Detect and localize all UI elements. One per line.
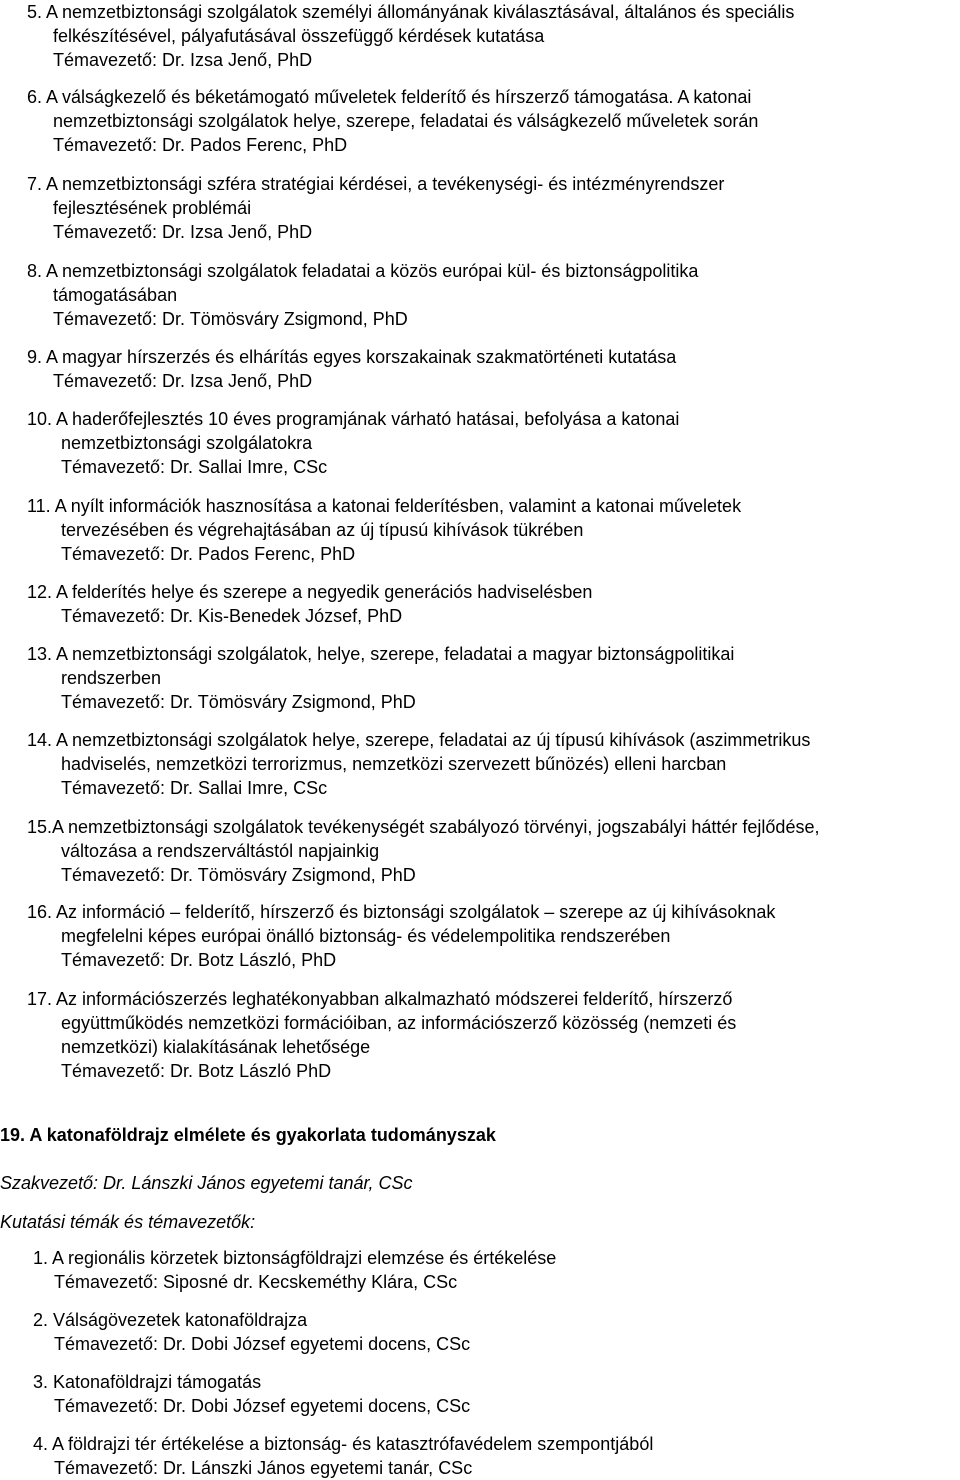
topic-supervisor: Témavezető: Dr. Sallai Imre, CSc xyxy=(61,778,328,798)
topic-supervisor: Témavezető: Dr. Tömösváry Zsigmond, PhD xyxy=(61,692,416,712)
topic-supervisor: Témavezető: Dr. Pados Ferenc, PhD xyxy=(61,544,356,564)
section-head-line: Szakvezető: Dr. Lánszki János egyetemi tanár, CSc xyxy=(0,1173,413,1193)
topic-title-line: tervezésében és végrehajtásában az új típusú kihívások tükrében xyxy=(61,520,584,540)
topic-title-line: változása a rendszerváltástól napjainkig xyxy=(61,841,380,861)
topic-item-8 xyxy=(27,259,698,331)
topic-title-line: 9. A magyar hírszerzés és elhárítás egyes korszakainak szakmatörténeti kutatása xyxy=(27,347,677,367)
topic-supervisor: Témavezető: Dr. Tömösváry Zsigmond, PhD xyxy=(53,309,408,329)
topic-title-line: 15.A nemzetbiztonsági szolgálatok tevékenységét szabályozó törvényi, jogszabályi háttér fejlődése, xyxy=(27,817,820,837)
topic-item-6 xyxy=(27,85,758,157)
topic-title-line: 16. Az információ – felderítő, hírszerző és biztonsági szolgálatok – szerepe az új kihívásoknak xyxy=(27,902,776,922)
topic-title-line: 5. A nemzetbiztonsági szolgálatok személyi állományának kiválasztásával, általános és speciális xyxy=(27,2,795,22)
topic-title-line: 3. Katonaföldrajzi támogatás xyxy=(33,1372,262,1392)
topic-item-11 xyxy=(27,494,741,566)
topic-supervisor: Témavezető: Dr. Botz László PhD xyxy=(61,1061,332,1081)
topic-title-line: 8. A nemzetbiztonsági szolgálatok feladatai a közös európai kül- és biztonságpolitika xyxy=(27,261,699,281)
topic-supervisor: Témavezető: Dr. Dobi József egyetemi docens, CSc xyxy=(54,1396,471,1416)
geo-topic-item-1 xyxy=(33,1246,556,1294)
geo-topic-item-3 xyxy=(33,1370,470,1418)
topic-title-line: 13. A nemzetbiztonsági szolgálatok, helye, szerepe, feladatai a magyar biztonságpolitikai xyxy=(27,644,735,664)
topic-item-12 xyxy=(27,580,592,628)
topic-title-line: támogatásában xyxy=(53,285,178,305)
topic-title-line: 2. Válságövezetek katonaföldrajza xyxy=(33,1310,308,1330)
topic-supervisor: Témavezető: Dr. Kis-Benedek József, PhD xyxy=(61,606,403,626)
topic-title-line: 10. A haderőfejlesztés 10 éves programjának várható hatásai, befolyása a katonai xyxy=(27,409,680,429)
topic-title-line: felkészítésével, pályafutásával összefüggő kérdések kutatása xyxy=(53,26,545,46)
geo-topic-item-2 xyxy=(33,1308,470,1356)
topic-title-line: nemzetbiztonsági szolgálatok helye, szerepe, feladatai és válságkezelő műveletek során xyxy=(53,111,759,131)
topic-title-line: együttműködés nemzetközi formációiban, az információszerző közösség (nemzeti és xyxy=(61,1013,737,1033)
topic-supervisor: Témavezető: Dr. Dobi József egyetemi docens, CSc xyxy=(54,1334,471,1354)
topic-supervisor: Témavezető: Dr. Izsa Jenő, PhD xyxy=(53,50,313,70)
topic-supervisor: Témavezető: Dr. Tömösváry Zsigmond, PhD xyxy=(61,865,416,885)
topic-title-line: rendszerben xyxy=(61,668,162,688)
topic-item-16 xyxy=(27,900,775,972)
topic-supervisor: Témavezető: Dr. Izsa Jenő, PhD xyxy=(53,371,313,391)
section-heading: 19. A katonaföldrajz elmélete és gyakorlata tudományszak xyxy=(0,1125,496,1145)
topic-supervisor: Témavezető: Dr. Botz László, PhD xyxy=(61,950,337,970)
topic-title-line: 14. A nemzetbiztonsági szolgálatok helye, szerepe, feladatai az új típusú kihívások (aszimmetrikus xyxy=(27,730,811,750)
topic-title-line: megfelelni képes európai önálló biztonság- és védelempolitika rendszerében xyxy=(61,926,671,946)
topic-item-9 xyxy=(27,345,676,393)
topic-title-line: 6. A válságkezelő és béketámogató műveletek felderítő és hírszerző támogatása. A katonai xyxy=(27,87,752,107)
topic-item-7 xyxy=(27,172,724,244)
topic-item-5 xyxy=(27,0,794,72)
topic-title-line: fejlesztésének problémái xyxy=(53,198,252,218)
topic-item-14 xyxy=(27,728,810,800)
topic-title-line: 1. A regionális körzetek biztonságföldrajzi elemzése és értékelése xyxy=(33,1248,557,1268)
topic-title-line: 7. A nemzetbiztonsági szféra stratégiai kérdései, a tevékenységi- és intézményrendszer xyxy=(27,174,725,194)
topic-supervisor: Témavezető: Siposné dr. Kecskeméthy Klára, CSc xyxy=(54,1272,458,1292)
topic-supervisor: Témavezető: Dr. Izsa Jenő, PhD xyxy=(53,222,313,242)
topic-item-15 xyxy=(27,815,819,887)
topic-supervisor: Témavezető: Dr. Sallai Imre, CSc xyxy=(61,457,328,477)
topic-title-line: 12. A felderítés helye és szerepe a negyedik generációs hadviselésben xyxy=(27,582,593,602)
topic-title-line: hadviselés, nemzetközi terrorizmus, nemzetközi szervezett bűnözés) elleni harcban xyxy=(61,754,727,774)
topic-title-line: 17. Az információszerzés leghatékonyabban alkalmazható módszerei felderítő, hírszerző xyxy=(27,989,733,1009)
topic-title-line: nemzetközi) kialakításának lehetősége xyxy=(61,1037,371,1057)
topic-item-10 xyxy=(27,407,679,479)
topic-title-line: 4. A földrajzi tér értékelése a biztonság- és katasztrófavédelem szempontjából xyxy=(33,1434,654,1454)
topic-item-17 xyxy=(27,987,736,1083)
topic-supervisor: Témavezető: Dr. Lánszki János egyetemi tanár, CSc xyxy=(54,1458,473,1478)
topic-title-line: 11. A nyílt információk hasznosítása a katonai felderítésben, valamint a katonai műveletek xyxy=(27,496,742,516)
topics-label: Kutatási témák és témavezetők: xyxy=(0,1212,256,1232)
topic-supervisor: Témavezető: Dr. Pados Ferenc, PhD xyxy=(53,135,348,155)
topic-title-line: nemzetbiztonsági szolgálatokra xyxy=(61,433,313,453)
topic-item-13 xyxy=(27,642,734,714)
geo-topic-item-4 xyxy=(33,1432,653,1480)
